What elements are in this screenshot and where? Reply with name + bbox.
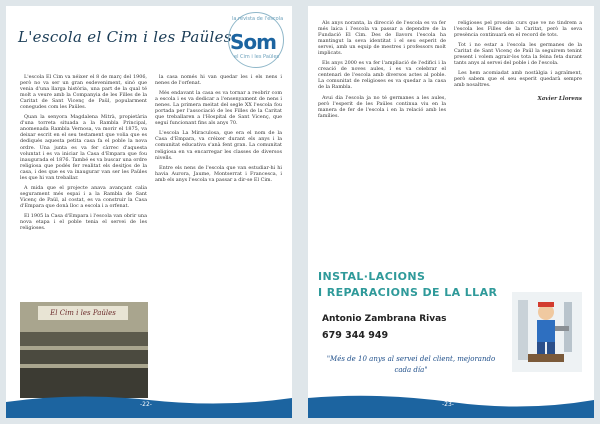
paragraph: El 1905 la Casa d'Empara i l'escola van obrir una nova etapa i el poble tenia el servei de les religioses. (20, 212, 147, 232)
paragraph: la casa només hi van quedar les i els nens i nenes de l'orfenat. (155, 74, 282, 87)
logo-caption: la revista de l'escola (232, 16, 284, 22)
photo-row-back (20, 332, 148, 346)
logo-word: Som (230, 30, 276, 54)
paragraph: L'escola La Miraculosa, que era el nom de la Casa d'Empara, va créixer durant els anys i la comunitat educativa s'anà fent gran. La comunitat religiosa en va encarregar les classes de diversos nivells. (155, 130, 282, 161)
ad-title-line2: I REPARACIONS DE LA LLAR (318, 286, 498, 299)
ad-phone-number: 679 344 949 (322, 330, 389, 341)
author-signature: Xavier Llorens (537, 96, 582, 103)
article-columns-left (20, 74, 282, 235)
article-column-4 (454, 20, 582, 123)
page-number: -23- (442, 401, 454, 408)
page-number: -22- (140, 401, 152, 408)
logo-subcaption: el Cim i les Paüles (234, 54, 280, 60)
paragraph: Entre els nens de l'escola que van estudiar-hi hi havia Aurora, Jaume, Montserrat i Francesca, i amb els anys l'escola va passar a dir-se El Cim. (155, 164, 282, 183)
ad-slogan: "Més de 10 anys al servei del client, mejorando cada día" (326, 355, 496, 374)
paragraph: Avui dia l'escola ja no té germanes a les aules, però l'esperit de les Paüles continua viu en la manera de fer de l'escola i en la relació amb les famílies. (318, 94, 446, 119)
paragraph: religioses pel prossim curs que ve no tindrem a l'escola les Filles de la Caritat, però la seva presència continuarà en el record de tots. (454, 20, 582, 39)
right-page (308, 6, 594, 418)
paragraph: L'escola El Cim va néixer el 8 de març del 1906, però no va ser un gran esdeveniment, sinó que venia d'una llarga història, una part de la qual té molt a veure amb la Companyia de les Filles de la Caritat de Sant Vicenç de Paül, popularment conegudes com les Paüles. (20, 74, 147, 111)
som-logo (224, 12, 286, 68)
page-header-title: L'escola el Cim i les Paüles (18, 28, 232, 46)
article-column-1 (20, 74, 147, 235)
ad-title-line1: INSTAL·LACIONS (318, 270, 426, 283)
photo-row-middle (20, 350, 148, 364)
left-page (6, 6, 292, 418)
paragraph: Els anys 2000 es va fer l'ampliació de l'edifici i la creació de noves aules, i es va celebrar el centenari de l'escola amb diversos actes al poble. La comunitat de religioses es va quedar a la casa de la Rambla. (318, 60, 446, 91)
paragraph: A mida que el projecte anava avançant calia segurament més espai i a la Rambla de Sant Vicenç de Paül, al costat, es va construir la Casa d'Empara que donà lloc a escola i a orfenat. (20, 184, 147, 209)
ad-contact-name: Antonio Zambrana Rivas (322, 314, 447, 324)
historic-school-photo (20, 302, 148, 398)
photo-sign: El Cim i les Paüles (38, 306, 128, 320)
paragraph: Més endavant la casa es va tornar a reobrir com a escola i es va dedicar a l'ensenyament de nens i nenes. La primera meitat del segle XX l'escola fou portada per l'associació de les Filles de la Caritat que treballaren a l'Hospital de Sant Vicenç, que seguí funcionant fins als anys 70. (155, 90, 282, 127)
article-column-3 (318, 20, 446, 123)
article-column-2 (155, 74, 282, 235)
paragraph: Tot i no estar a l'escola les germanes de la Caritat de Sant Vicenç de Paül la seguirem tenint present i volem agrair-los tota la feina feta durant tants anys al servei del poble i de l'escola. (454, 42, 582, 67)
paragraph: Quan la senyora Magdalena Mitrà, propietària d'una torreta situada a la Rambla Principal, anomenada Rambla Vernosa, va morir el 1875, va deixar escrit en el seu testament que volia que es dediqués aquesta petita casa fa el poble la nova ordre. Una junta es va fer càrrec d'aquesta voluntat i es va iniciar la Casa d'Empara que fou inaugurada el 1876. També es va buscar una ordre religiosa que podés fer realitat els desitjos de la casa, i des que es va inaugurar van ser les Paüles les que hi van treballar. (20, 114, 147, 181)
advertisement (316, 262, 586, 390)
paragraph: Als anys noranta, la direcció de l'escola es va fer més laica i l'escola va passar a dependre de la Fundació El Cim. Des de llavors l'escola ha mantingut la seva identitat i el seu esperit de servei, amb un equip de mestres i professors molt implicats. (318, 20, 446, 57)
paragraph: Les hem acomiadat amb nostàlgia i agraïment, però sabem que el seu esperit quedarà sempre amb nosaltres. (454, 70, 582, 89)
article-columns-right (318, 20, 584, 123)
toy-plumber-figure-icon (512, 292, 582, 372)
